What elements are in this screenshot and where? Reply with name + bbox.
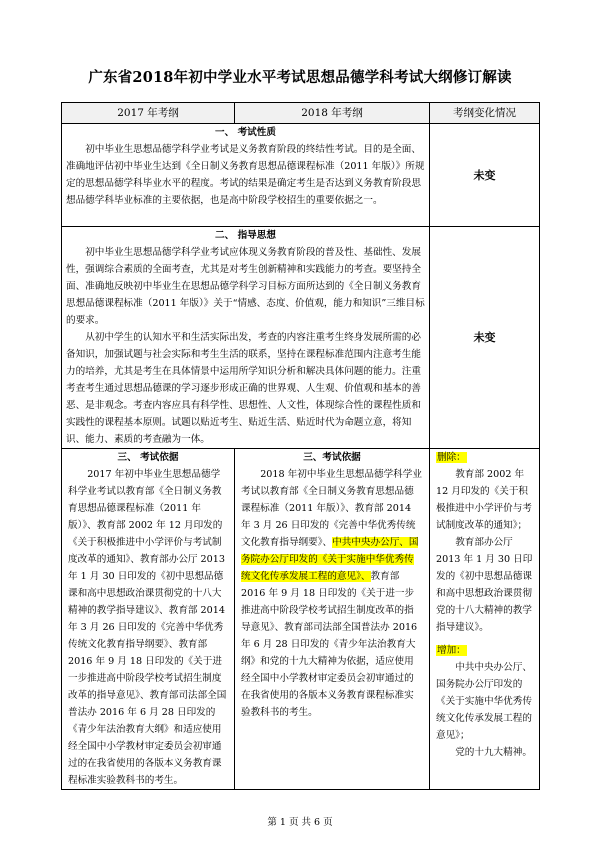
section-row-guiding bbox=[62, 227, 540, 449]
syllabus-comparison-table bbox=[61, 102, 540, 790]
header-2018: 2018 年考纲 bbox=[235, 103, 430, 124]
basis-2018-text-b: 教育部 2016 年 9 月 18 日印发的《关于进一步推进高中阶段学校考试招生制度改革的指导意见》、教育部司法部全国普法办 2016 年 6 月 28 日印发的《青少年法治教育大纲》和党的十九大精神为依据，适应使用经全国中小学教材审定委员会初审通过的在我省使用的各版本义务教育课程标准实验教科书的考生。 bbox=[241, 571, 418, 718]
basis-2017-heading: 三、 考试依据 bbox=[117, 452, 179, 463]
section-text-guiding-1: 初中毕业生思想品德学科学业考试应体现义务教育阶段的普及性、基础性、发展性，强调综合素质的全面考查，尤其是对考生创新精神和实践能力的考查。要坚持全面、准确地反映初中毕业生在思想品德学科学习目标方面所达到的《全日制义务教育思想品德课程标准（2011 年版）》关于“情感、态度、价值观，能力和知识”三维目标的要求。 bbox=[66, 247, 425, 326]
header-change: 考纲变化情况 bbox=[430, 103, 540, 124]
added-item-2: 党的十九大精神。 bbox=[455, 747, 532, 758]
section-heading-nature: 一、 考试性质 bbox=[215, 127, 276, 138]
basis-2018-cell bbox=[235, 449, 430, 790]
header-2017: 2017 年考纲 bbox=[62, 103, 235, 124]
basis-2018-text-a: 2018 年初中毕业生思想品德学科学业考试以教育部《全日制义务教育思想品德课程标准（2011 年版）》、教育部 2014 年 3 月 26 日印发的《完善中华优秀传统文化教育指导纲要》、 bbox=[241, 469, 422, 548]
change-nature: 未变 bbox=[430, 124, 540, 227]
added-label: 增加： bbox=[437, 645, 466, 656]
table-header-row bbox=[62, 103, 540, 124]
deleted-item-2: 教育部办公厅 2013 年 1 月 30 日印发的《初中思想品德课和高中思想政治课贯彻党的十八大精神的教学指导建议》。 bbox=[436, 537, 533, 633]
section-cell-guiding bbox=[62, 227, 430, 449]
section-row-basis bbox=[62, 449, 540, 790]
document-title: 广东省2018年初中学业水平考试思想品德学科考试大纲修订解读 bbox=[88, 69, 512, 86]
section-text-nature: 初中毕业生思想品德学科学业考试是义务教育阶段的终结性考试。目的是全面、准确地评估初中毕业生达到《全日制义务教育思想品德课程标准（2011 年版）》所规定的思想品德学科毕业水平的程度。考试的结果是确定考生是否达到义务教育阶段思想品德学科毕业标准的主要依据，也是高中阶段学校招生的重要依据之一。 bbox=[66, 144, 425, 206]
basis-2018-text bbox=[241, 466, 423, 721]
change-guiding: 未变 bbox=[430, 227, 540, 449]
deleted-label: 删除： bbox=[437, 452, 466, 463]
section-cell-nature bbox=[62, 124, 430, 227]
basis-2017-text: 2017 年初中毕业生思想品德学科学业考试以教育部《全日制义务教育思想品德课程标准（2011 年版）》、教育部 2002 年 12 月印发的《关于积极推进中小学评价与考试制度改革的通知》、教育部办公厅 2013 年 1 月 30 日印发的《初中思想品德课和高中思想政治课贯彻党的十八大精神的教学指导建议》、教育部 2014 年 3 月 26 日印发的《完善中华优秀传统文化教育指导纲要》、教育部 2016 年 9 月 18 日印发的《关于进一步推进高中阶段学校考试招生制度改革的指导意见》、教育部司法部全国普法办 2016 年 6 月 28 日印发的《青少年法治教育大纲》和适应使用经全国中小学教材审定委员会初审通过的在我省使用的各版本义务教育课程标准实验教科书的考生。 bbox=[68, 469, 227, 786]
basis-change-cell bbox=[430, 449, 540, 790]
section-heading-guiding: 二、 指导思想 bbox=[215, 230, 276, 241]
basis-2018-heading: 三、考试依据 bbox=[303, 452, 361, 463]
page-footer: 第 1 页 共 6 页 bbox=[267, 817, 333, 828]
basis-2017-cell bbox=[62, 449, 235, 790]
section-text-guiding-2: 从初中学生的认知水平和生活实际出发，考查的内容注重考生终身发展所需的必备知识，加强试题与社会实际和考生生活的联系，坚持在课程标准范围内注意考生能力的培养，尤其是考生在具体情景中运用所学知识分析和解决具体问题的能力。注重考查考生通过思想品德课的学习逐步形成正确的世界观、人生观、价值观和基本的善恶、是非观念。考查内容应具有科学性、思想性、人文性，体现综合性的课程性质和实践性的课程基本原则。试题以贴近考生、贴近生活、贴近时代为命题立意，将知识、能力、素质的考查融为一体。 bbox=[66, 332, 421, 445]
deleted-item-1: 教育部 2002 年 12 月印发的《关于积极推进中小学评价与考试制度改革的通知》； bbox=[436, 469, 532, 531]
added-item-1: 中共中央办公厅、国务院办公厅印发的《关于实施中华优秀传统文化传承发展工程的意见》； bbox=[436, 662, 532, 741]
section-row-nature bbox=[62, 124, 540, 227]
basis-2018-highlight: 中共中央办公厅、国务院办公厅印发的《关于实施中华优秀传统文化传承发展工程的意见》、 bbox=[241, 537, 419, 582]
